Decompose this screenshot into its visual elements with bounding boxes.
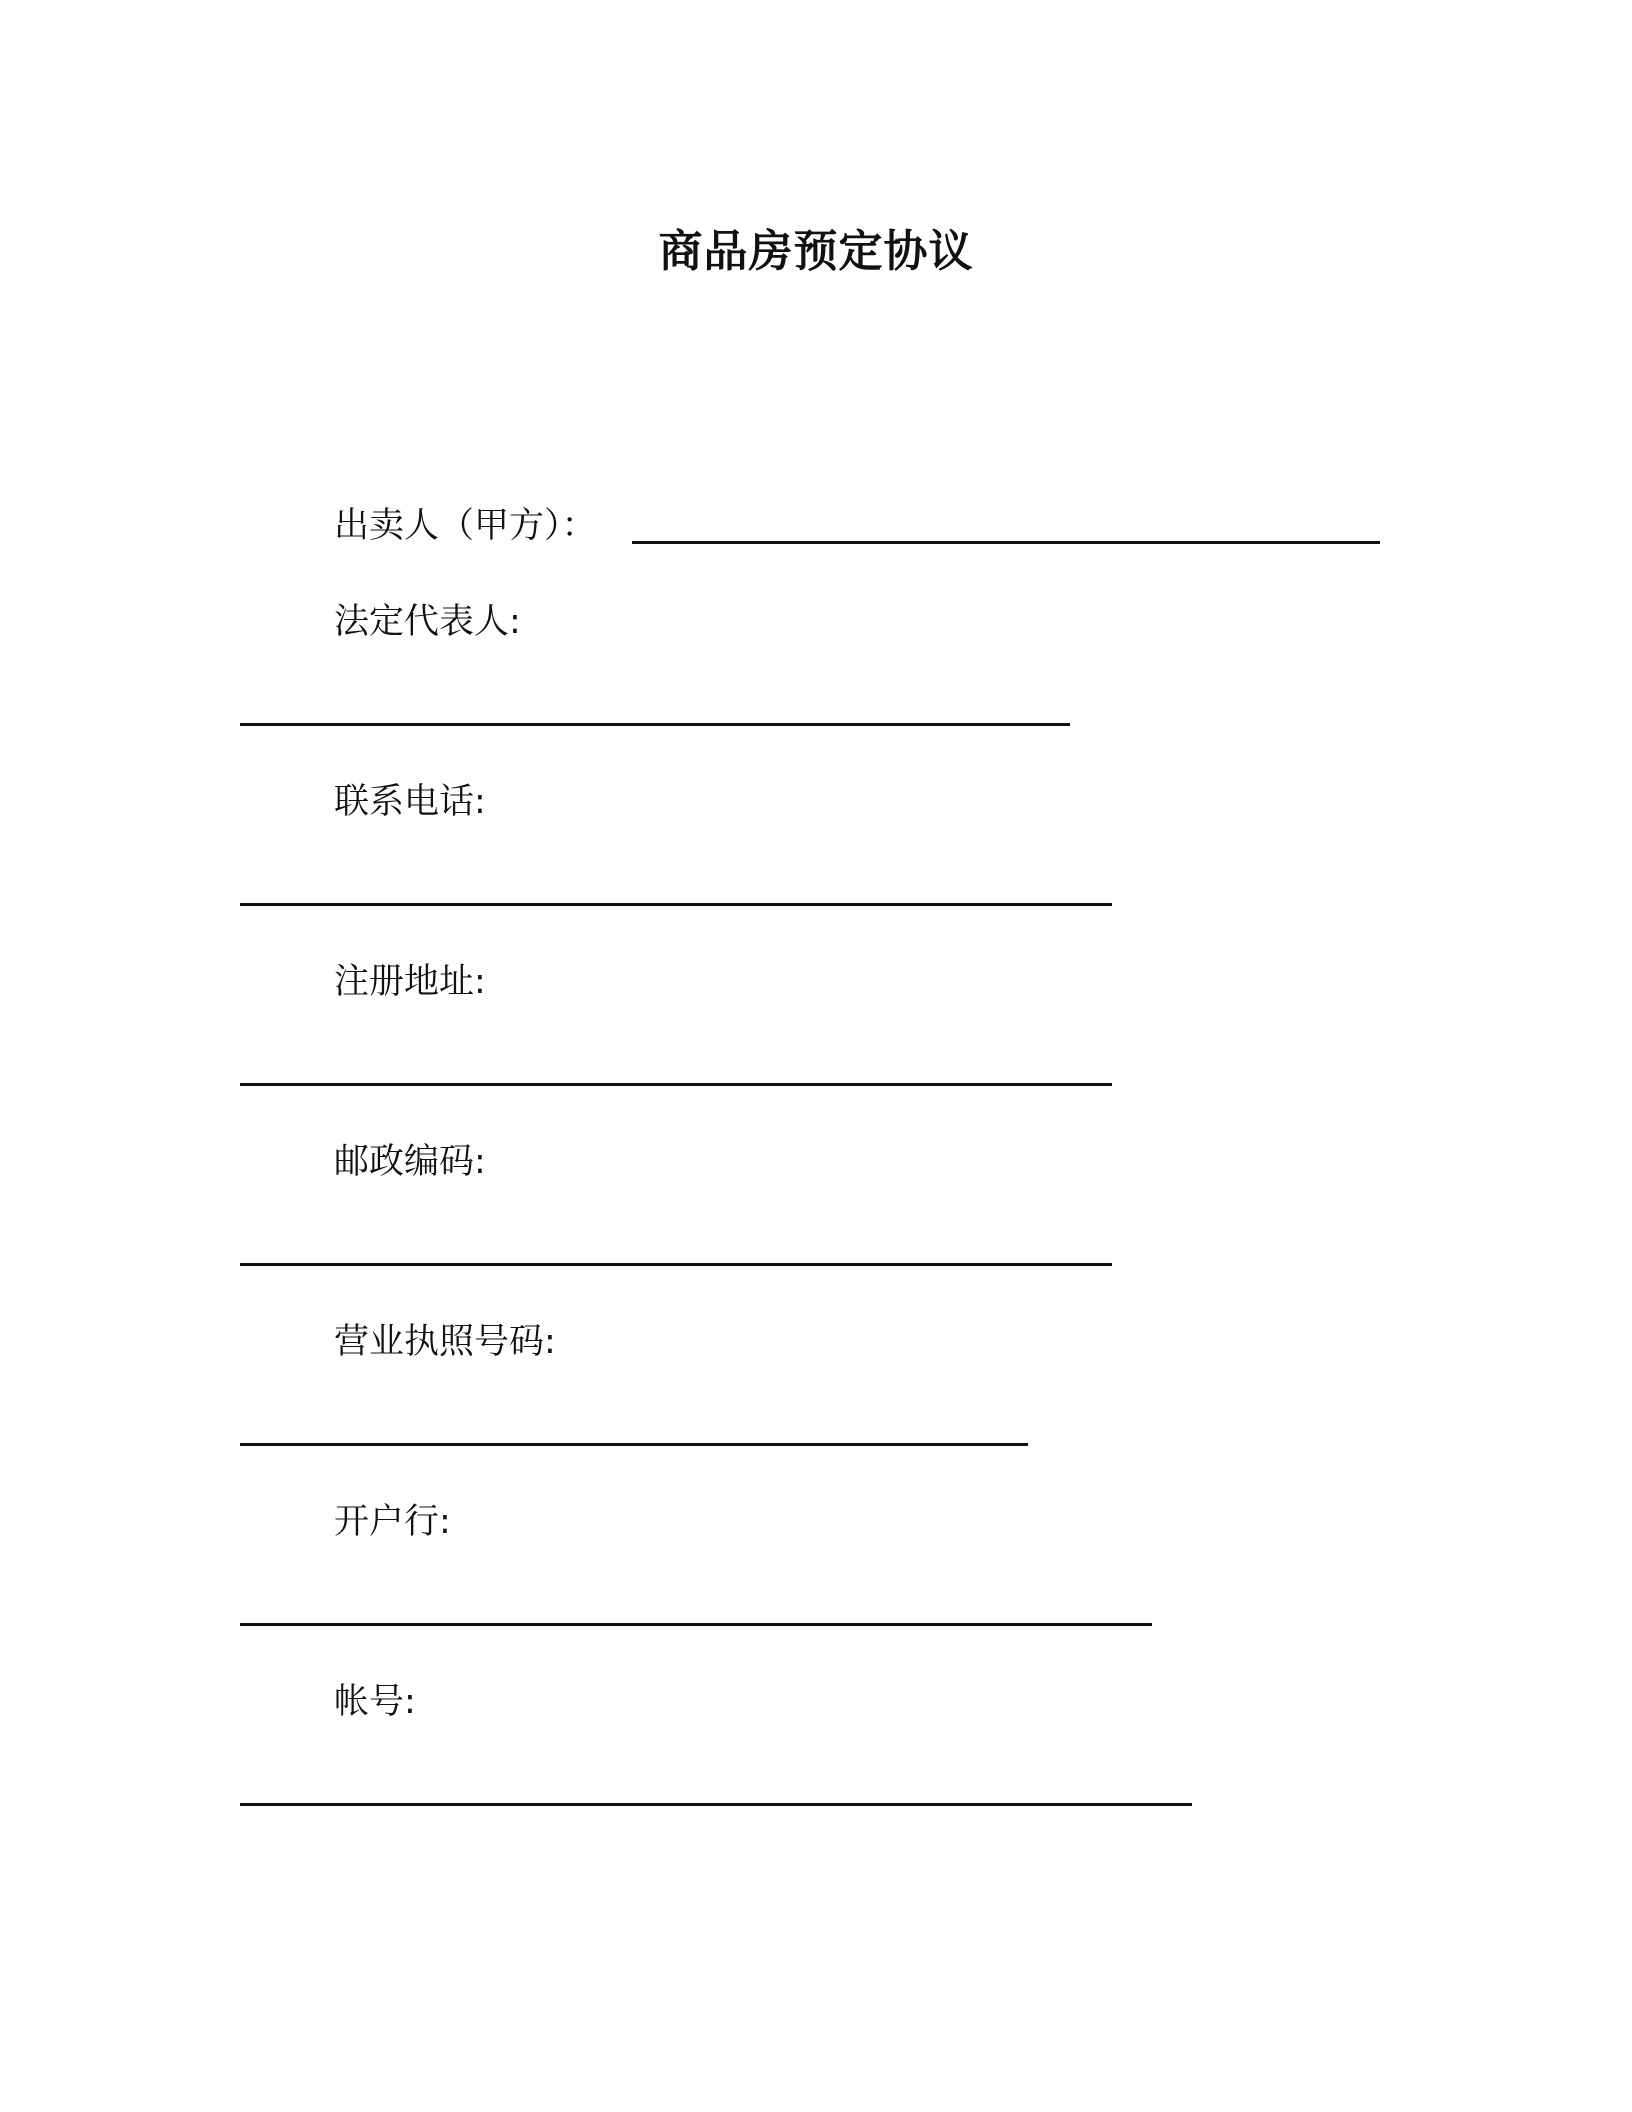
seller-blank-line[interactable] bbox=[632, 541, 1380, 544]
legal-representative-label: 法定代表人: bbox=[334, 602, 521, 642]
business-license-blank-line[interactable] bbox=[240, 1443, 1028, 1446]
postal-code-label: 邮政编码: bbox=[334, 1142, 486, 1182]
phone-label: 联系电话: bbox=[334, 782, 486, 822]
document-title: 商品房预定协议 bbox=[658, 226, 974, 277]
registered-address-blank-line[interactable] bbox=[240, 1083, 1112, 1086]
bank-label: 开户行: bbox=[334, 1502, 451, 1542]
account-number-label: 帐号: bbox=[334, 1682, 416, 1722]
seller-label: 出卖人（甲方）： bbox=[334, 506, 597, 546]
business-license-label: 营业执照号码: bbox=[334, 1322, 556, 1362]
postal-code-blank-line[interactable] bbox=[240, 1263, 1112, 1266]
account-number-blank-line[interactable] bbox=[240, 1803, 1192, 1806]
legal-representative-blank-line[interactable] bbox=[240, 723, 1070, 726]
bank-blank-line[interactable] bbox=[240, 1623, 1152, 1626]
registered-address-label: 注册地址: bbox=[334, 962, 486, 1002]
phone-blank-line[interactable] bbox=[240, 903, 1112, 906]
